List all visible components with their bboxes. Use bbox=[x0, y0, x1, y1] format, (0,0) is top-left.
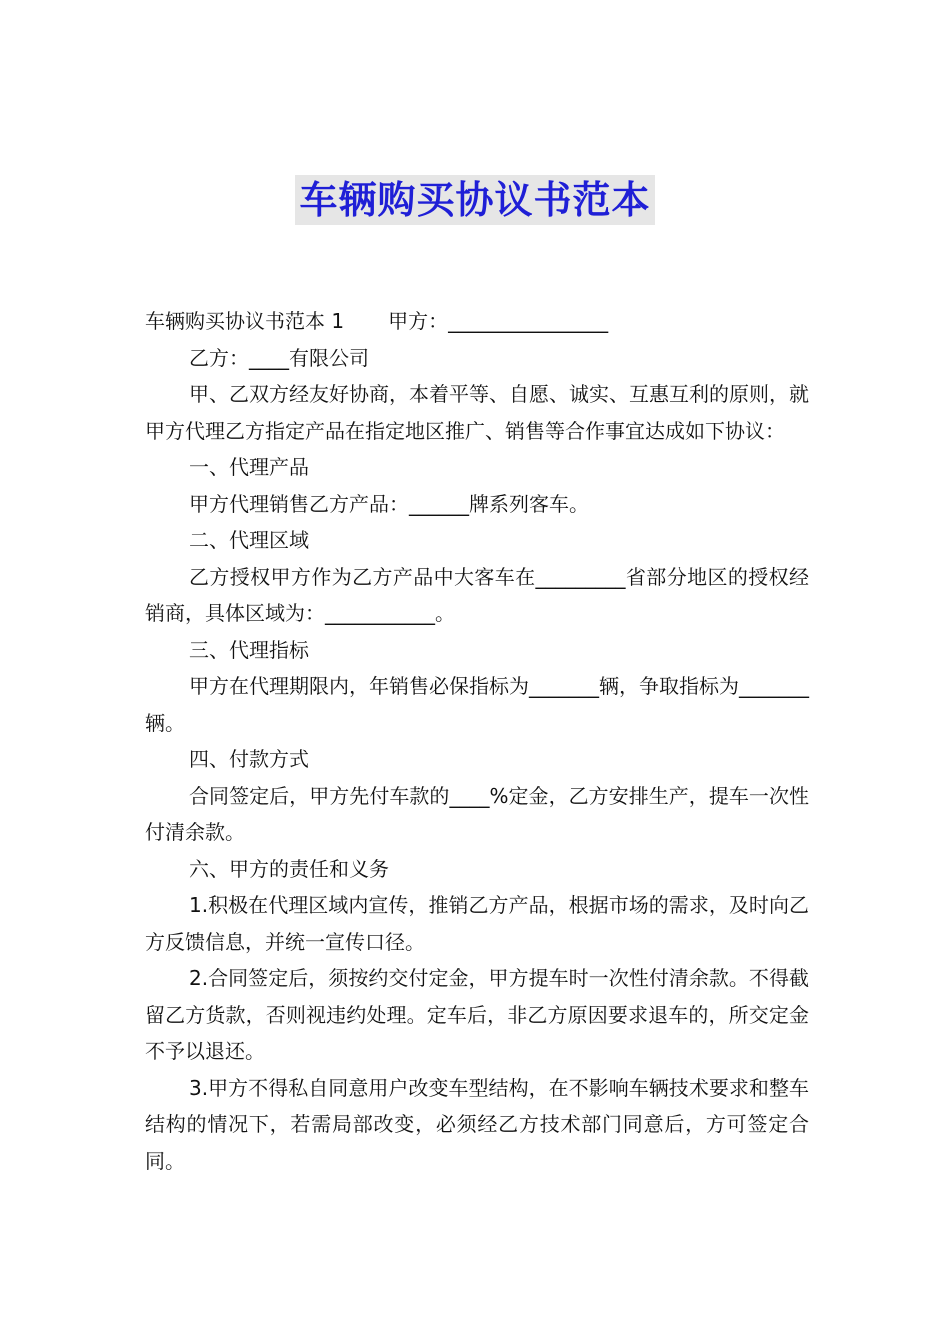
document-title: 车辆购买协议书范本 bbox=[295, 175, 654, 225]
duty-item-1: 1.积极在代理区域内宣传，推销乙方产品，根据市场的需求，及时向乙方反馈信息，并统一宣传口径。 bbox=[145, 893, 809, 954]
document-body bbox=[145, 303, 809, 1179]
section-heading-duties: 六、甲方的责任和义务 bbox=[189, 856, 389, 881]
section-heading-region: 二、代理区域 bbox=[189, 528, 309, 552]
duty-item-2: 2.合同签定后，须按约交付定金，甲方提车时一次性付清余款。不得截留乙方货款，否则视违约处理。定车后，非乙方原因要求退车的，所交定金不予以退还。 bbox=[145, 966, 809, 1063]
section-heading-targets: 三、代理指标 bbox=[189, 637, 309, 662]
preamble-paragraph: 甲、乙双方经友好协商，本着平等、自愿、诚实、互惠互利的原则，就甲方代理乙方指定产品在指定地区推广、销售等合作事宜达成如下协议： bbox=[145, 382, 809, 443]
heading-line bbox=[145, 303, 809, 340]
region-paragraph: 乙方授权甲方作为乙方产品中大客车在_________省部分地区的授权经销商，具体区域为：___________。 bbox=[145, 564, 809, 625]
sample-label: 车辆购买协议书范本 1 bbox=[145, 309, 345, 333]
title-container bbox=[0, 175, 950, 225]
targets-paragraph: 甲方在代理期限内，年销售必保指标为_______辆，争取指标为_______辆。 bbox=[145, 674, 809, 735]
section-heading-product: 一、代理产品 bbox=[189, 455, 309, 479]
duty-item-3: 3.甲方不得私自同意用户改变车型结构，在不影响车辆技术要求和整车结构的情况下，若需局部改变，必须经乙方技术部门同意后，方可签定合同。 bbox=[145, 1075, 809, 1173]
section-heading-payment: 四、付款方式 bbox=[189, 747, 309, 771]
payment-paragraph: 合同签定后，甲方先付车款的____%定金，乙方安排生产，提车一次性付清余款。 bbox=[145, 783, 809, 844]
party-b-line: 乙方：____有限公司 bbox=[189, 345, 369, 370]
party-a-line: 甲方：________________ bbox=[388, 309, 609, 333]
product-paragraph: 甲方代理销售乙方产品：______牌系列客车。 bbox=[189, 491, 589, 516]
